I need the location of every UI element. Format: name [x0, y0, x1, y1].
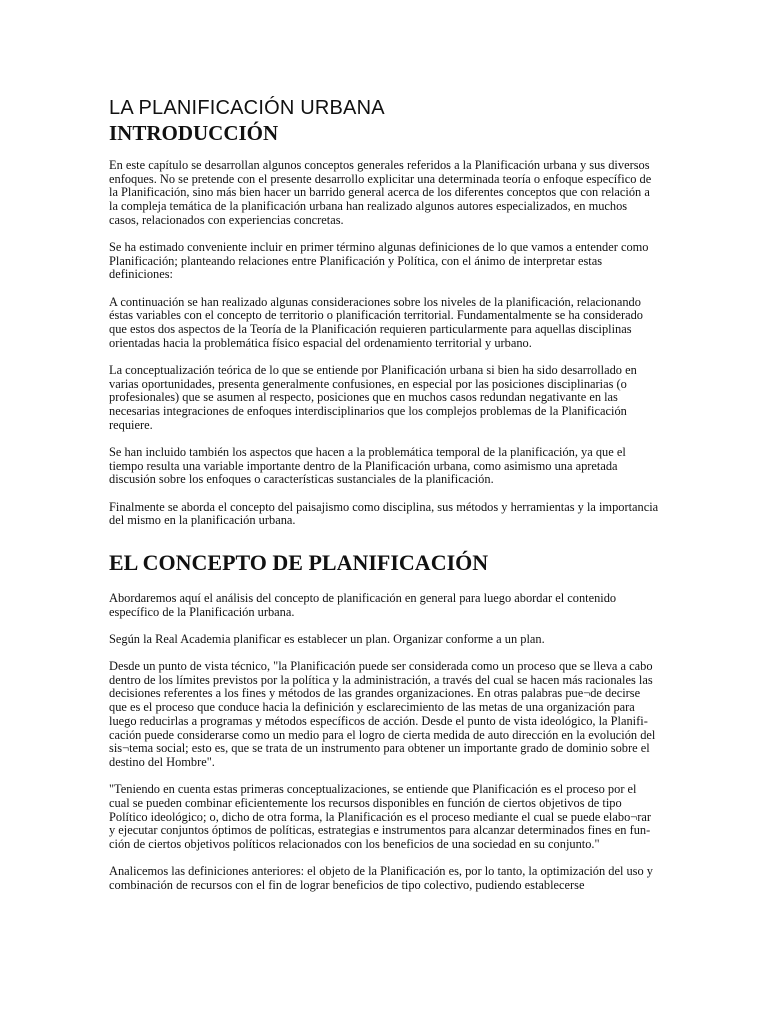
concept-paragraph: Abordaremos aquí el análisis del concepto de planificación en general para luego abordar el contenido específico de la Planificación urbana. — [109, 590, 617, 619]
intro-paragraph: En este capítulo se desarrollan algunos conceptos generales referidos a la Planificación urbana y sus diversos enfoques. No se pretende con el presente desarrollo explicitar una determinada teoría o enfoque específico de la Planificación, sino más bien hacer un barrido general acerca de los diferentes conceptos que con relación a la compleja temática de la planificación urbana han realizado algunos autores especializados, en muchos casos, relacionados con experiencias concretas. — [109, 158, 652, 227]
concept-paragraph: "Teniendo en cuenta estas primeras conceptualizaciones, se entiende que Planificación es el proceso por el cual se pueden combinar eficientemente los recursos disponibles en función de ciertos objetivos de tipo Político ideológico; o, dicho de otra forma, la Planificación es el proceso mediante el cual se puede elabo¬rar y ejecutar conjuntos óptimos de políticas, estrategias e instrumentos para alcanzar determinados fines en fun-ción de ciertos objetivos políticos relacionados con los beneficios de una sociedad en su conjunto." — [109, 782, 651, 852]
intro-paragraph: Se ha estimado conveniente incluir en primer término algunas definiciones de lo que vamos a entender como Planificación; planteando relaciones entre Planificación y Política, con el ánimo de interpretar estas definiciones: — [109, 240, 649, 282]
document-page — [109, 96, 659, 906]
concept-paragraph: Desde un punto de vista técnico, "la Planificación puede ser considerada como un proceso que se lleva a cabo dentro de los límites previstos por la política y la administración, a través del cual se hacen más racionales las decisiones referentes a los fines y métodos de las grandes organizaciones. En otras palabras pue¬de decirse que es el proceso que conduce hacia la definición y esclarecimiento de las metas de una organización para luego reducirlas a programas y métodos específicos de acción. Desde el punto de vista ideológico, la Planifi-cación puede considerarse como un medio para el logro de cierta medida de auto dirección en la evolución del sis¬tema social; esto es, que se trata de un instrumento para obtener un importante grado de dominio sobre el destino del Hombre". — [109, 659, 656, 769]
intro-paragraph: La conceptualización teórica de lo que se entiende por Planificación urbana si bien ha sido desarrollado en varias oportunidades, presenta generalmente confusiones, en especial por las posiciones disciplinarias (o profesionales) que se asumen al respecto, posiciones que en muchos casos redundan negativante en las necesarias integraciones de enfoques interdisciplinarios que los complejos problemas de la Planificación requiere. — [109, 362, 637, 432]
concept-paragraph: Según la Real Academia planificar es establecer un plan. Organizar conforme a un plan. — [109, 631, 545, 646]
intro-paragraph: Se han incluido también los aspectos que hacen a la problemática temporal de la planificación, ya que el tiempo resulta una variable importante dentro de la Planificación urbana, como asimismo una apretada discusión sobre los enfoques o características sustanciales de la planificación. — [109, 444, 626, 487]
concept-heading: EL CONCEPTO DE PLANIFICACIÓN — [109, 549, 489, 575]
concept-paragraph: Analicemos las definiciones anteriores: el objeto de la Planificación es, por lo tanto, la optimización del uso y combinación de recursos con el fin de lograr beneficios de tipo colectivo, pudiendo establecerse — [109, 864, 653, 892]
document-title: LA PLANIFICACIÓN URBANA — [109, 97, 385, 119]
intro-paragraph: Finalmente se aborda el concepto del paisajismo como disciplina, sus métodos y herramientas y la importancia del mismo en la planificación urbana. — [109, 499, 659, 528]
introduction-heading: INTRODUCCIÓN — [109, 121, 279, 145]
intro-paragraph: A continuación se han realizado algunas consideraciones sobre los niveles de la planificación, relacionando éstas variables con el concepto de territorio o planificación territorial. Fundamentalmente se ha considerado que estos dos aspectos de la Teoría de la Planificación requieren particularmente para aquellas disciplinas orientadas hacia la problemática físico espacial del ordenamiento territorial y urbano. — [109, 294, 643, 350]
